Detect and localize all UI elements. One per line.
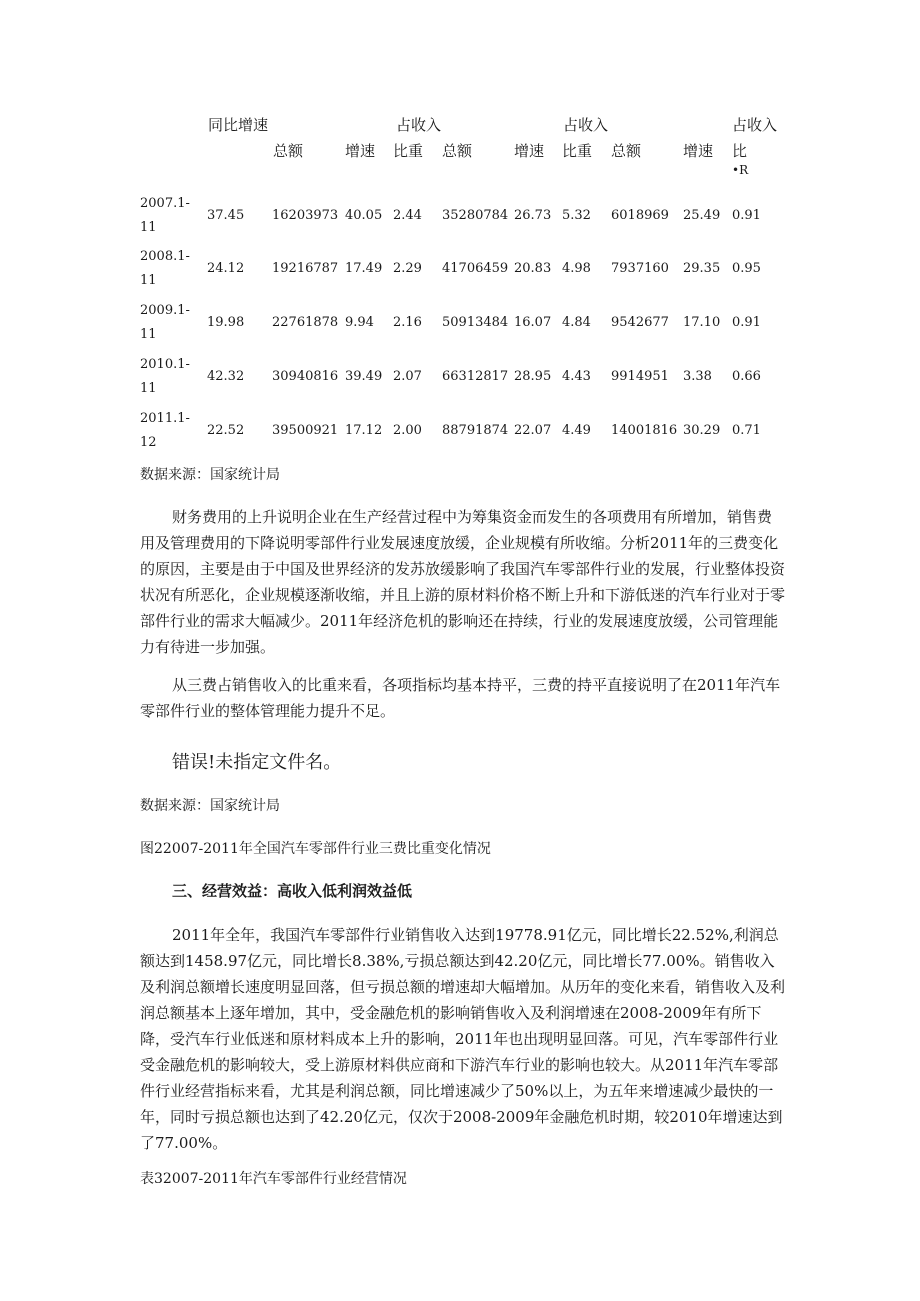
table-cell: 4.98 <box>562 261 591 276</box>
table-cell: 17.49 <box>345 261 383 276</box>
table-cell: 2.44 <box>393 208 422 223</box>
table-cell: 9914951 <box>611 369 669 384</box>
table-cell: 17.12 <box>345 423 383 438</box>
header-ratio-3: 比 <box>732 142 748 160</box>
table-cell: 66312817 <box>442 369 509 384</box>
table-cell: 20.83 <box>514 261 552 276</box>
table-cell: 30940816 <box>272 369 339 384</box>
header-share-of-revenue-2: 占收入 <box>563 116 609 134</box>
row-period-start: 2011.1- <box>140 411 190 426</box>
table-cell: 35280784 <box>442 208 509 223</box>
table-cell: 0.91 <box>732 315 761 330</box>
header-growth-3: 增速 <box>683 142 714 160</box>
paragraph-three-expenses-analysis <box>140 504 785 660</box>
table-cell: 29.35 <box>683 261 721 276</box>
table-cell: 2.29 <box>393 261 422 276</box>
header-total-1: 总额 <box>273 142 304 160</box>
table-cell: 3.38 <box>683 369 712 384</box>
row-period-end: 12 <box>140 435 157 450</box>
paragraph-text: 2011年全年，我国汽车零部件行业销售收入达到19778.91亿元，同比增长22.52%,利润总额达到1458.97亿元，同比增长8.38%,亏损总额达到42.20亿元，同比增长77.00%。销售收入及利润总额增长速度明显回落，但亏损总额的增速却大幅增加。从历年的变化来看，销售收入及利润总额基本上逐年增加，其中，受金融危机的影响销售收入及利润增速在2008-2009年有所下降，受汽车行业低迷和原材料成本上升的影响，2011年也出现明显回落。可见，汽车零部件行业受金融危机的影响较大，受上游原材料供应商和下游汽车行业的影响也较大。从2011年汽车零部件行业经营指标来看，尤其是利润总额，同比增速减少了50%以上，为五年来增速减少最快的一年，同时亏损总额也达到了42.20亿元，仅次于2008-2009年金融危机时期，较2010年增速达到了77.00%。 <box>140 926 786 1152</box>
table-cell: 2.16 <box>393 315 422 330</box>
paragraph-text: 财务费用的上升说明企业在生产经营过程中为筹集资金而发生的各项费用有所增加，销售费用及管理费用的下降说明零部件行业发展速度放缓，企业规模有所收缩。分析2011年的三费变化的原因，主要是由于中国及世界经济的发苏放缓影响了我国汽车零部件行业的发展，行业整体投资状况有所恶化，企业规模逐渐收缩，并且上游的原材料价格不断上升和下游低迷的汽车行业对于零部件行业的需求大幅减少。2011年经济危机的影响还在持续，行业的发展速度放缓，公司管理能力有待进一步加强。 <box>140 508 786 656</box>
header-growth-2: 增速 <box>514 142 545 160</box>
table-cell: 14001816 <box>611 423 678 438</box>
table-cell: 22.52 <box>207 423 245 438</box>
header-total-2: 总额 <box>442 142 473 160</box>
table-cell: 26.73 <box>514 208 552 223</box>
header-share-of-revenue-1: 占收入 <box>396 116 442 134</box>
data-source-note-1: 数据来源：国家统计局 <box>140 467 280 483</box>
table-cell: 9.94 <box>345 315 374 330</box>
row-period-start: 2009.1- <box>140 303 190 318</box>
table-cell: 37.45 <box>207 208 245 223</box>
header-mark: •R <box>732 163 749 177</box>
table-cell: 22761878 <box>272 315 339 330</box>
table-cell: 0.71 <box>732 423 761 438</box>
row-period-start: 2008.1- <box>140 249 190 264</box>
table-cell: 30.29 <box>683 423 721 438</box>
row-period-end: 11 <box>140 220 157 235</box>
row-period-end: 11 <box>140 273 157 288</box>
table-cell: 19216787 <box>272 261 339 276</box>
row-period-end: 11 <box>140 327 157 342</box>
table-cell: 0.91 <box>732 208 761 223</box>
header-share-of-revenue-3: 占收入 <box>732 116 778 134</box>
paragraph-operating-efficiency <box>140 922 785 1156</box>
table-cell: 0.95 <box>732 261 761 276</box>
table-cell: 16.07 <box>514 315 552 330</box>
table-caption: 表32007-2011年汽车零部件行业经营情况 <box>140 1171 407 1187</box>
row-period-start: 2010.1- <box>140 357 190 372</box>
error-message: 错误!未指定文件名。 <box>172 752 342 773</box>
table-cell: 25.49 <box>683 208 721 223</box>
table-cell: 2.00 <box>393 423 422 438</box>
paragraph-expense-ratio <box>140 672 785 724</box>
table-cell: 4.43 <box>562 369 591 384</box>
table-cell: 0.66 <box>732 369 761 384</box>
table-cell: 16203973 <box>272 208 339 223</box>
table-cell: 17.10 <box>683 315 721 330</box>
table-cell: 28.95 <box>514 369 552 384</box>
row-period-start: 2007.1- <box>140 196 190 211</box>
section-title: 三、经营效益：高收入低利润效益低 <box>172 882 413 900</box>
row-period-end: 11 <box>140 381 157 396</box>
table-cell: 39.49 <box>345 369 383 384</box>
header-ratio-2: 比重 <box>562 142 593 160</box>
table-cell: 42.32 <box>207 369 245 384</box>
table-cell: 4.84 <box>562 315 591 330</box>
table-cell: 88791874 <box>442 423 509 438</box>
table-cell: 6018969 <box>611 208 669 223</box>
table-cell: 4.49 <box>562 423 591 438</box>
header-total-3: 总额 <box>611 142 642 160</box>
table-cell: 50913484 <box>442 315 509 330</box>
table-cell: 24.12 <box>207 261 245 276</box>
header-yoy-growth: 同比增速 <box>208 116 269 134</box>
table-cell: 5.32 <box>562 208 591 223</box>
paragraph-text: 从三费占销售收入的比重来看，各项指标均基本持平，三费的持平直接说明了在2011年汽车零部件行业的整体管理能力提升不足。 <box>140 676 781 720</box>
table-cell: 40.05 <box>345 208 383 223</box>
table-cell: 2.07 <box>393 369 422 384</box>
table-cell: 22.07 <box>514 423 552 438</box>
figure-caption: 图22007-2011年全国汽车零部件行业三费比重变化情况 <box>140 841 491 857</box>
table-cell: 41706459 <box>442 261 509 276</box>
table-cell: 7937160 <box>611 261 669 276</box>
header-ratio-1: 比重 <box>393 142 424 160</box>
table-cell: 19.98 <box>207 315 245 330</box>
table-cell: 9542677 <box>611 315 669 330</box>
data-source-note-2: 数据来源：国家统计局 <box>140 798 280 814</box>
table-cell: 39500921 <box>272 423 339 438</box>
header-growth-1: 增速 <box>345 142 376 160</box>
